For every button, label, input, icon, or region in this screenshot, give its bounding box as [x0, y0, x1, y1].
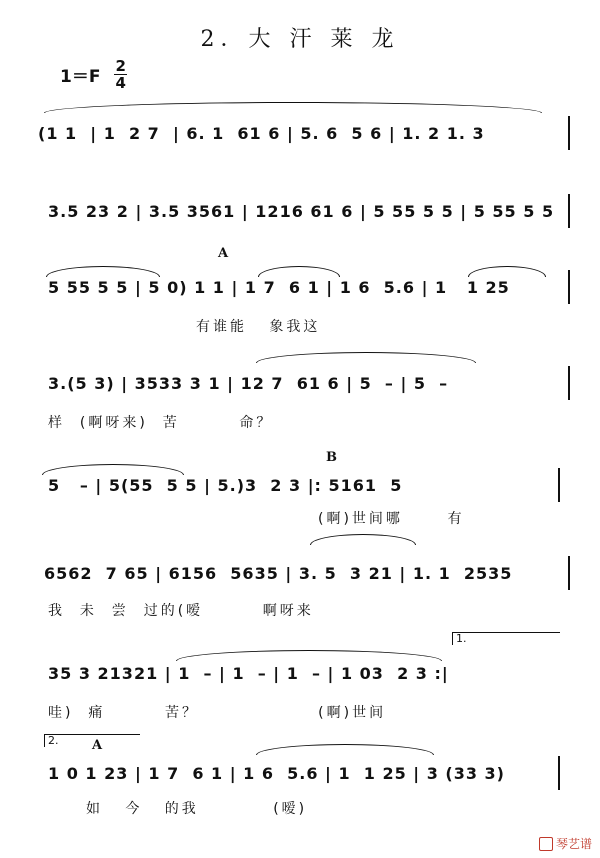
section-mark-a: A	[218, 246, 229, 261]
page-title: 2．大 汗 莱 龙	[200, 27, 400, 52]
logo-icon	[539, 837, 553, 851]
barline	[558, 468, 560, 502]
barline	[568, 270, 570, 304]
barline	[568, 194, 570, 228]
volta-second: 2.	[44, 734, 140, 747]
lyric-line: 我 未 尝 过的(嗳 啊呀来	[48, 603, 314, 619]
key-signature	[60, 58, 127, 91]
watermark-logo	[539, 835, 592, 852]
barline	[568, 116, 570, 150]
time-bottom: 4	[115, 74, 126, 92]
notation-line: 5 55 5 5 | 5 0) 1 1 | 1 7 6 1 | 1 6 5.6 | 1 1 25	[48, 278, 510, 297]
notation-line: (1 1 | 1 2 7 | 6. 1 61 6 | 5. 6 5 6 | 1. 2 1. 3	[38, 124, 485, 143]
notation-line: 6562 7 65 | 6156 5635 | 3. 5 3 21 | 1. 1 2535	[44, 564, 513, 583]
section-mark-b: B	[326, 450, 337, 465]
notation-line: 35 3 21321 | 1 – | 1 – | 1 – | 1 03 2 3 :|	[48, 664, 449, 683]
notation-line: 3.(5 3) | 3533 3 1 | 12 7 61 6 | 5 – | 5 –	[48, 374, 449, 393]
slur	[468, 266, 546, 277]
watermark-text: 琴艺谱	[555, 837, 592, 851]
section-mark-a: A	[92, 738, 103, 753]
lyric-line: 哇) 痛 苦？ (啊)世间	[48, 705, 387, 721]
slur	[256, 352, 476, 363]
slur	[256, 744, 434, 755]
slur	[310, 534, 416, 545]
lyric-line: 有谁能 象我这	[196, 319, 321, 335]
lyric-line: 样 (啊呀来) 苦 命？	[48, 415, 274, 431]
time-top: 2	[115, 57, 126, 75]
barline	[568, 366, 570, 400]
notation-line: 1 0 1 23 | 1 7 6 1 | 1 6 5.6 | 1 1 25 | 3 (33 3)	[48, 764, 505, 783]
notation-line: 5 – | 5(55 5 5 | 5.)3 2 3 |: 5161 5	[48, 476, 403, 495]
barline	[568, 556, 570, 590]
time-signature	[114, 58, 126, 91]
notation-line: 3.5 23 2 | 3.5 3561 | 1216 61 6 | 5 55 5 5 | 5 55 5 5	[48, 202, 555, 221]
slur	[44, 102, 542, 113]
slur	[46, 266, 160, 277]
slur	[42, 464, 184, 475]
key-label: 1＝F	[60, 67, 101, 87]
volta-first: 1.	[452, 632, 560, 645]
lyric-line: (啊)世间哪 有	[318, 511, 465, 527]
lyric-line: 如 今 的我 (嗳)	[86, 801, 308, 817]
slur	[258, 266, 340, 277]
slur	[176, 650, 442, 661]
barline	[558, 756, 560, 790]
